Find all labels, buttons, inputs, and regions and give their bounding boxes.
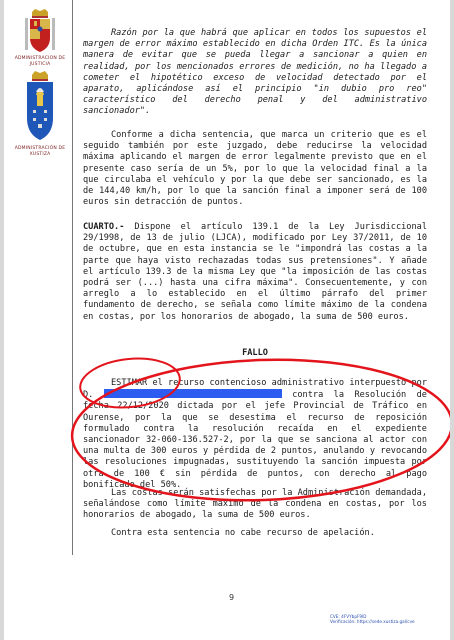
galicia-coat-of-arms-logo [10, 70, 70, 158]
verification-link[interactable]: Verificación: https://sede.xustiza.gal/cve [330, 619, 415, 625]
paragraph-no-appeal: Contra esta sentencia no cabe recurso de apelación. [111, 528, 375, 538]
paragraph-fallo [83, 378, 427, 491]
document-page [4, 0, 450, 640]
paragraph-quote: Razón por la que habrá que aplicar en todos los supuestos el margen de error máximo establecido en dicha Orden ITC. Es la única manera de evitar que se pueda llegar a sancionar a quien en realidad, por los mencionados errores de medición, no ha llegado a cometer el hipotético exceso de velocidad detectado por el aparato, aplicándose así el principio "in dubio pro reo" característico del derecho penal y del administrativo sancionador". [83, 28, 427, 117]
paragraph-cuarto [83, 222, 427, 323]
galicia-shield-icon [22, 70, 58, 144]
fallo-heading: FALLO [242, 348, 268, 358]
paragraph-speed-reduction: Conforme a dicha sentencia, que marca un criterio que es el seguido también por este juzgado, debe reducirse la velocidad máxima aplicando el margen de error legalmente previsto que en el presente caso sería de un 5%, por lo que la velocidad final a la que circulaba el vehículo y por la que debe ser sancionado, es la de 144,40 km/h, por lo que la sanción final a imponer será de 100 euros sin detracción de puntos. [83, 130, 427, 208]
cuarto-text: Dispone el artículo 139.1 de la Ley Jurisdiccional 29/1998, de 13 de julio (LJCA), modificado por Ley 37/2011, de 10 de octubre, que en esta instancia se le "impondrá las costas a la parte que haya visto rechazadas todas sus pretensiones". Y añade el artículo 139.3 de la misma Ley que "la imposición de las costas podrá ser (...) hasta una cifra máxima". Consecuentemente, y con arreglo a lo establecido en el último párrafo del primer fundamento de derecho, se señala como límite máximo de la condena en costas, por los honorarios de abogado, la suma de 500 euros. [83, 222, 427, 322]
spain-coat-of-arms-logo [10, 8, 70, 68]
fallo-text-start: ESTIMAR el recurso contencioso administrativo interpuesto por D. [83, 378, 427, 401]
logo-top-label: ADMINISTRACION DE JUSTICIA [14, 56, 66, 67]
logo-bottom-label: ADMINISTRACIÓN DE XUSTIZA [14, 146, 66, 157]
verification-footer [330, 614, 450, 624]
margin-rule [72, 0, 73, 555]
redacted-name [104, 389, 282, 398]
csv-code: CVE: 4FVYbpF9lD [330, 614, 367, 619]
page-number: 9 [229, 593, 235, 602]
paragraph-costs: Las costas serán satisfechas por la Administración demandada, señalándose como límite máximo de la condena en costas, por los honorarios de abogado, la suma de 500 euros. [83, 488, 427, 521]
crown-shield-icon [23, 8, 57, 54]
fallo-text-rest: contra la Resolución de fecha 22/12/2020 dictada por el jefe Provincial de Tráfico en Ourense, por la que se desestima el recurso de reposición formulado contra la resolución recaída en el expediente sancionador 32-060-136.527-2, por la que se sanciona al actor con una multa de 300 euros y pérdida de 2 puntos, anulando y revocando las resoluciones impugnadas, sustituyendo la sanción impuesta por otra de 100 € sin pérdida de puntos, con derecho al pago bonificado del 50%. [83, 390, 427, 490]
cuarto-heading: CUARTO.- [83, 222, 125, 232]
